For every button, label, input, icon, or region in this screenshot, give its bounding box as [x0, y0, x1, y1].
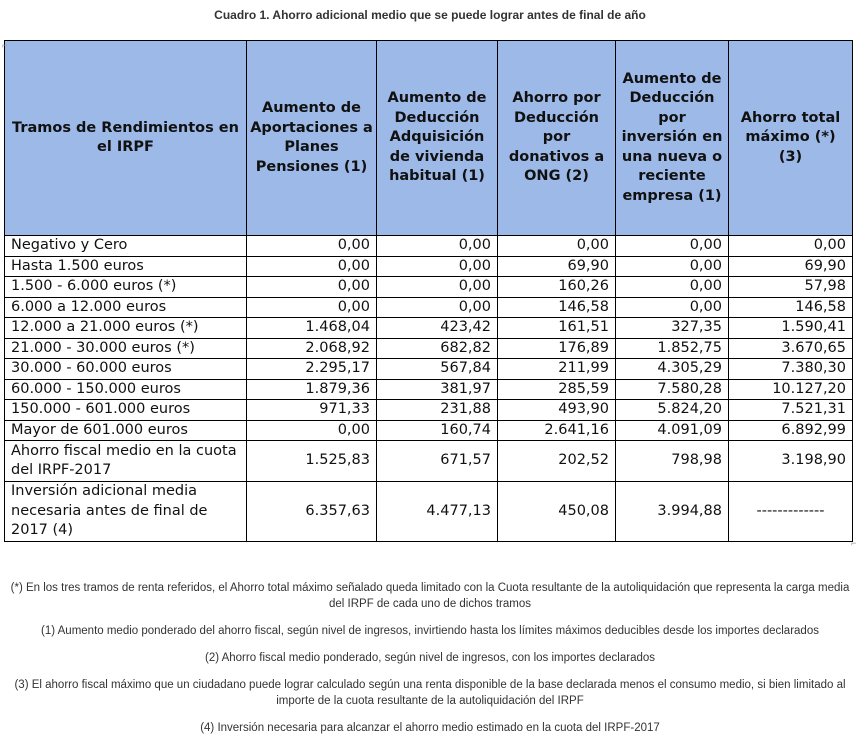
value-cell: 69,90	[729, 256, 853, 277]
table-row	[5, 236, 853, 257]
value-cell: 2.295,17	[247, 359, 377, 380]
value-cell: 0,00	[616, 256, 729, 277]
value-cell: 0,00	[247, 277, 377, 298]
value-cell: 381,97	[377, 379, 498, 400]
value-cell: 211,99	[498, 359, 616, 380]
value-cell: 0,00	[616, 236, 729, 257]
table-body	[5, 236, 853, 542]
corner-mark-bottom-right: ⌐	[851, 538, 857, 548]
header-planes-pensiones: Aumento de Aportaciones a Planes Pensiones (1)	[247, 41, 377, 236]
table-row	[5, 441, 853, 482]
footnote: (1) Aumento medio ponderado del ahorro fiscal, según nivel de ingresos, invirtiendo hasta los límites máximos deducibles desde los importes declarados	[41, 625, 819, 637]
value-cell: 176,89	[498, 338, 616, 359]
table-row	[5, 379, 853, 400]
table-title: Cuadro 1. Ahorro adicional medio que se puede lograr antes de final de año	[214, 8, 646, 22]
value-cell: 6.892,99	[729, 420, 853, 441]
value-cell: 0,00	[616, 277, 729, 298]
row-label-cell: 60.000 - 150.000 euros	[5, 379, 247, 400]
footnotes	[0, 580, 860, 747]
value-cell: 69,90	[498, 256, 616, 277]
table-row	[5, 297, 853, 318]
row-label-cell: 30.000 - 60.000 euros	[5, 359, 247, 380]
table-row	[5, 359, 853, 380]
value-cell: 0,00	[729, 236, 853, 257]
row-label-cell: 21.000 - 30.000 euros (*)	[5, 338, 247, 359]
row-label-cell: 1.500 - 6.000 euros (*)	[5, 277, 247, 298]
row-label-cell: Inversión adicional media necesaria antes de final de 2017 (4)	[5, 482, 247, 542]
value-cell: 285,59	[498, 379, 616, 400]
table-row	[5, 482, 853, 542]
table-row	[5, 400, 853, 421]
header-tramos: Tramos de Rendimientos en el IRPF	[5, 41, 247, 236]
row-label-cell: Ahorro fiscal medio en la cuota del IRPF-2017	[5, 441, 247, 482]
value-cell: 2.641,16	[498, 420, 616, 441]
value-cell: 0,00	[247, 420, 377, 441]
value-cell: 7.521,31	[729, 400, 853, 421]
value-cell: 4.305,29	[616, 359, 729, 380]
footnote: (2) Ahorro fiscal medio ponderado, según nivel de ingresos, con los importes declarados	[204, 652, 656, 664]
value-cell: 671,57	[377, 441, 498, 482]
value-cell: 1.468,04	[247, 318, 377, 339]
value-cell: 1.879,36	[247, 379, 377, 400]
value-cell: 7.580,28	[616, 379, 729, 400]
value-cell: 6.357,63	[247, 482, 377, 542]
table-row	[5, 420, 853, 441]
corner-mark-top-left: ⌐	[2, 40, 8, 50]
value-cell: 202,52	[498, 441, 616, 482]
footnote: (3) El ahorro fiscal máximo que un ciudadano puede lograr calculado según una renta disponible de la base declarada menos el consumo medio, si bien limitado al importe de la cuota resultante de la autoliquidación del IRPF	[14, 679, 846, 707]
value-cell: 231,88	[377, 400, 498, 421]
value-cell: 0,00	[377, 256, 498, 277]
value-cell: 146,58	[498, 297, 616, 318]
value-cell: 160,26	[498, 277, 616, 298]
row-label-cell: 150.000 - 601.000 euros	[5, 400, 247, 421]
savings-table-container	[4, 40, 852, 542]
value-cell: 971,33	[247, 400, 377, 421]
value-cell: 1.852,75	[616, 338, 729, 359]
value-cell: 0,00	[247, 236, 377, 257]
row-label-cell: Negativo y Cero	[5, 236, 247, 257]
value-cell: 0,00	[616, 297, 729, 318]
value-cell: 2.068,92	[247, 338, 377, 359]
value-cell: 146,58	[729, 297, 853, 318]
value-cell: 3.670,65	[729, 338, 853, 359]
savings-table	[4, 40, 853, 542]
value-cell: 161,51	[498, 318, 616, 339]
value-cell: 57,98	[729, 277, 853, 298]
row-label-cell: Hasta 1.500 euros	[5, 256, 247, 277]
value-cell: 1.590,41	[729, 318, 853, 339]
value-cell: 0,00	[247, 256, 377, 277]
value-cell: 7.380,30	[729, 359, 853, 380]
row-label-cell: Mayor de 601.000 euros	[5, 420, 247, 441]
value-cell: 5.824,20	[616, 400, 729, 421]
footnote: (*) En los tres tramos de renta referidos, el Ahorro total máximo señalado queda limitado con la Cuota resultante de la autoliquidación que representa la carga media del IRPF de cada uno de dichos tramos	[10, 582, 850, 610]
value-cell: 450,08	[498, 482, 616, 542]
table-header-row	[5, 41, 853, 236]
value-cell: 1.525,83	[247, 441, 377, 482]
table-row	[5, 277, 853, 298]
row-label-cell: 6.000 a 12.000 euros	[5, 297, 247, 318]
value-cell: 0,00	[377, 236, 498, 257]
value-cell: 682,82	[377, 338, 498, 359]
value-cell: 0,00	[498, 236, 616, 257]
value-cell: 4.477,13	[377, 482, 498, 542]
value-cell: 4.091,09	[616, 420, 729, 441]
table-row	[5, 256, 853, 277]
header-ahorro-total: Ahorro total máximo (*) (3)	[729, 41, 853, 236]
row-label-cell: 12.000 a 21.000 euros (*)	[5, 318, 247, 339]
value-cell: 0,00	[377, 277, 498, 298]
value-cell: 0,00	[377, 297, 498, 318]
value-cell: 3.198,90	[729, 441, 853, 482]
value-cell: 493,90	[498, 400, 616, 421]
value-cell: 567,84	[377, 359, 498, 380]
footnote: (4) Inversión necesaria para alcanzar el ahorro medio estimado en la cuota del IRPF-2017	[200, 722, 660, 734]
header-donativos-ong: Ahorro por Deducción por donativos a ONG (2)	[498, 41, 616, 236]
header-nueva-empresa: Aumento de Deducción por inversión en una nueva o reciente empresa (1)	[616, 41, 729, 236]
value-cell: 798,98	[616, 441, 729, 482]
value-cell: 423,42	[377, 318, 498, 339]
value-cell: 3.994,88	[616, 482, 729, 542]
value-cell: 0,00	[247, 297, 377, 318]
table-row	[5, 318, 853, 339]
value-cell: -------------	[729, 482, 853, 542]
table-row	[5, 338, 853, 359]
header-vivienda-habitual: Aumento de Deducción Adquisición de vivienda habitual (1)	[377, 41, 498, 236]
value-cell: 160,74	[377, 420, 498, 441]
value-cell: 10.127,20	[729, 379, 853, 400]
value-cell: 327,35	[616, 318, 729, 339]
